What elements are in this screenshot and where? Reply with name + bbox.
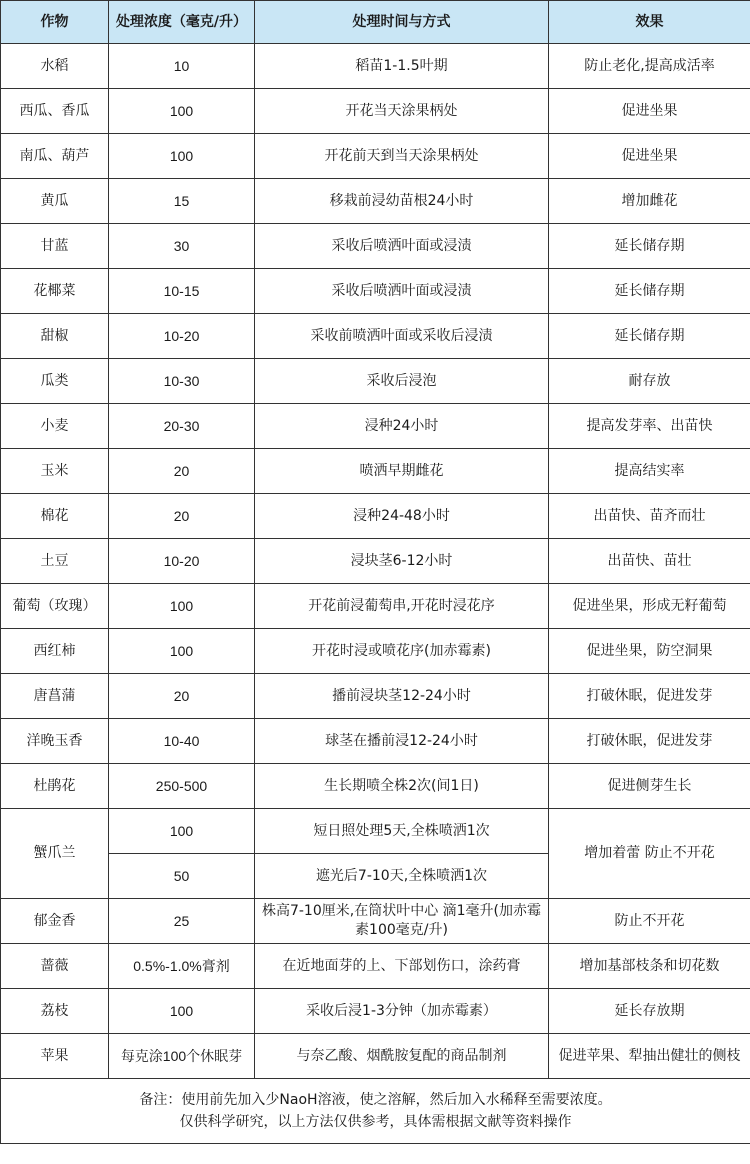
crop-cell: 棉花 [1,494,109,539]
table-body [1,44,750,1144]
crop-cell: 花椰菜 [1,269,109,314]
crop-cell: 黄瓜 [1,179,109,224]
effect-cell: 增加雌花 [549,179,750,224]
table-row [1,179,750,224]
table-row [1,89,750,134]
table-row [1,584,750,629]
concentration-cell: 100 [109,89,255,134]
concentration-cell: 10-30 [109,359,255,404]
effect-cell: 促进坐果 [549,134,750,179]
effect-cell: 促进坐果，防空洞果 [549,629,750,674]
table-row [1,134,750,179]
concentration-cell: 10-20 [109,314,255,359]
method-cell: 浸种24-48小时 [255,494,549,539]
method-cell: 移栽前浸幼苗根24小时 [255,179,549,224]
table-row [1,629,750,674]
method-cell: 生长期喷全株2次(间1日) [255,764,549,809]
method-cell: 与奈乙酸、烟酰胺复配的商品制剂 [255,1034,549,1079]
header-concentration: 处理浓度（毫克/升） [109,1,255,44]
table-row [1,359,750,404]
note-line-1: 备注：使用前先加入少NaoH溶液，使之溶解，然后加入水稀释至需要浓度。 [139,1092,612,1108]
effect-cell: 提高结实率 [549,449,750,494]
header-crop: 作物 [1,1,109,44]
method-cell: 球茎在播前浸12-24小时 [255,719,549,764]
table-row [1,1034,750,1079]
concentration-cell: 10 [109,44,255,89]
concentration-cell: 20 [109,449,255,494]
crop-cell: 葡萄（玫瑰） [1,584,109,629]
crop-cell: 南瓜、葫芦 [1,134,109,179]
effect-cell: 延长存放期 [549,989,750,1034]
method-cell: 开花前天到当天涂果柄处 [255,134,549,179]
method-cell: 开花当天涂果柄处 [255,89,549,134]
effect-cell: 延长储存期 [549,224,750,269]
crop-cell: 荔枝 [1,989,109,1034]
effect-cell: 防止老化,提高成活率 [549,44,750,89]
method-cell: 浸种24小时 [255,404,549,449]
crop-cell: 水稻 [1,44,109,89]
method-cell: 浸块茎6-12小时 [255,539,549,584]
effect-cell: 增加着蕾 防止不开花 [549,809,750,899]
table-row [1,494,750,539]
table-row [1,449,750,494]
concentration-cell: 10-20 [109,539,255,584]
effect-cell: 延长储存期 [549,269,750,314]
method-cell: 喷洒早期雌花 [255,449,549,494]
crop-cell: 土豆 [1,539,109,584]
method-cell: 采收后浸1-3分钟（加赤霉素） [255,989,549,1034]
crop-cell: 唐菖蒲 [1,674,109,719]
effect-cell: 出苗快、苗壮 [549,539,750,584]
effect-cell: 防止不开花 [549,899,750,944]
method-cell: 短日照处理5天,全株喷洒1次 [255,809,549,854]
concentration-cell: 30 [109,224,255,269]
effect-cell: 促进侧芽生长 [549,764,750,809]
concentration-cell: 10-40 [109,719,255,764]
table-row [1,944,750,989]
table-row [1,764,750,809]
crop-cell: 西红柿 [1,629,109,674]
method-cell: 开花时浸或喷花序(加赤霉素) [255,629,549,674]
table-row [1,404,750,449]
crop-cell: 苹果 [1,1034,109,1079]
effect-cell: 打破休眠，促进发芽 [549,674,750,719]
effect-cell: 促进坐果 [549,89,750,134]
effect-cell: 延长储存期 [549,314,750,359]
table-row [1,899,750,944]
concentration-cell: 10-15 [109,269,255,314]
crop-cell: 甘蓝 [1,224,109,269]
concentration-cell: 0.5%-1.0%膏剂 [109,944,255,989]
effect-cell: 出苗快、苗齐而壮 [549,494,750,539]
crop-cell: 洋晚玉香 [1,719,109,764]
crop-cell: 玉米 [1,449,109,494]
note-line-2: 仅供科学研究，以上方法仅供参考，具体需根据文献等资料操作 [179,1114,572,1130]
concentration-cell: 100 [109,134,255,179]
header-row [1,1,750,44]
method-cell: 株高7-10厘米,在筒状叶中心 滴1毫升(加赤霉素100毫克/升) [255,899,549,944]
effect-cell: 增加基部枝条和切花数 [549,944,750,989]
header-effect: 效果 [549,1,750,44]
concentration-cell: 15 [109,179,255,224]
concentration-cell: 50 [109,854,255,899]
method-cell: 在近地面芽的上、下部划伤口，涂药膏 [255,944,549,989]
table-row [1,719,750,764]
method-cell: 采收后浸泡 [255,359,549,404]
table-row [1,314,750,359]
table-row [1,269,750,314]
effect-cell: 提高发芽率、出苗快 [549,404,750,449]
concentration-cell: 20 [109,494,255,539]
concentration-cell: 20 [109,674,255,719]
method-cell: 采收后喷洒叶面或浸渍 [255,269,549,314]
effect-cell: 耐存放 [549,359,750,404]
crop-cell: 郁金香 [1,899,109,944]
crop-cell: 瓜类 [1,359,109,404]
table-row [1,539,750,584]
header-method: 处理时间与方式 [255,1,549,44]
table-row [1,44,750,89]
concentration-cell: 每克涂100个休眠芽 [109,1034,255,1079]
table-row [1,674,750,719]
method-cell: 开花前浸葡萄串,开花时浸花序 [255,584,549,629]
method-cell: 采收后喷洒叶面或浸渍 [255,224,549,269]
method-cell: 遮光后7-10天,全株喷洒1次 [255,854,549,899]
crop-cell: 蔷薇 [1,944,109,989]
table-row [1,224,750,269]
method-cell: 稻苗1-1.5叶期 [255,44,549,89]
crop-cell: 小麦 [1,404,109,449]
method-cell: 播前浸块茎12-24小时 [255,674,549,719]
effect-cell: 打破休眠，促进发芽 [549,719,750,764]
concentration-cell: 250-500 [109,764,255,809]
table-row [1,809,750,854]
note-cell [1,1079,750,1144]
concentration-cell: 100 [109,629,255,674]
note-row [1,1079,750,1144]
effect-cell: 促进苹果、犁抽出健壮的侧枝 [549,1034,750,1079]
concentration-cell: 20-30 [109,404,255,449]
crop-cell: 蟹爪兰 [1,809,109,899]
concentration-cell: 100 [109,809,255,854]
effect-cell: 促进坐果，形成无籽葡萄 [549,584,750,629]
concentration-cell: 25 [109,899,255,944]
table-row [1,989,750,1034]
crop-cell: 西瓜、香瓜 [1,89,109,134]
crop-cell: 甜椒 [1,314,109,359]
concentration-cell: 100 [109,584,255,629]
concentration-cell: 100 [109,989,255,1034]
method-cell: 采收前喷洒叶面或采收后浸渍 [255,314,549,359]
crop-cell: 杜鹃花 [1,764,109,809]
